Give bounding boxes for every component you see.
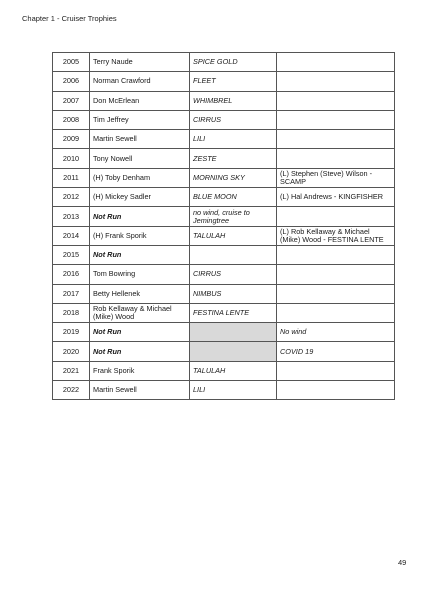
table-row bbox=[53, 149, 395, 168]
year-cell: 2007 bbox=[53, 91, 90, 110]
note-cell bbox=[277, 53, 395, 72]
chapter-header: Chapter 1 - Cruiser Trophies bbox=[22, 14, 117, 23]
winner-cell: Don McErlean bbox=[90, 91, 190, 110]
table-row bbox=[53, 168, 395, 187]
note-cell bbox=[277, 149, 395, 168]
year-cell: 2015 bbox=[53, 245, 90, 264]
year-cell: 2020 bbox=[53, 342, 90, 361]
boat-cell: TALULAH bbox=[190, 361, 277, 380]
boat-cell: CIRRUS bbox=[190, 265, 277, 284]
table-row bbox=[53, 72, 395, 91]
winner-cell: Tom Bowring bbox=[90, 265, 190, 284]
note-cell bbox=[277, 245, 395, 264]
cruiser-trophy-table bbox=[52, 52, 395, 400]
winner-cell: Tony Nowell bbox=[90, 149, 190, 168]
year-cell: 2013 bbox=[53, 207, 90, 226]
winner-cell: Not Run bbox=[90, 245, 190, 264]
winner-cell: Not Run bbox=[90, 342, 190, 361]
year-cell: 2012 bbox=[53, 188, 90, 207]
boat-cell: WHIMBREL bbox=[190, 91, 277, 110]
note-cell bbox=[277, 91, 395, 110]
year-cell: 2019 bbox=[53, 323, 90, 342]
year-cell: 2014 bbox=[53, 226, 90, 245]
year-cell: 2008 bbox=[53, 110, 90, 129]
winner-cell: Terry Naude bbox=[90, 53, 190, 72]
note-cell: (L) Hal Andrews - KINGFISHER bbox=[277, 188, 395, 207]
table-row bbox=[53, 284, 395, 303]
winner-cell: Frank Sporik bbox=[90, 361, 190, 380]
winner-cell: Martin Sewell bbox=[90, 130, 190, 149]
boat-cell: LILI bbox=[190, 381, 277, 400]
note-cell bbox=[277, 110, 395, 129]
boat-cell: ZESTE bbox=[190, 149, 277, 168]
year-cell: 2006 bbox=[53, 72, 90, 91]
boat-cell: BLUE MOON bbox=[190, 188, 277, 207]
table-row bbox=[53, 110, 395, 129]
boat-cell bbox=[190, 323, 277, 342]
year-cell: 2021 bbox=[53, 361, 90, 380]
table-row bbox=[53, 303, 395, 322]
boat-cell bbox=[190, 342, 277, 361]
winner-cell: (H) Toby Denham bbox=[90, 168, 190, 187]
note-cell: (L) Stephen (Steve) Wilson - SCAMP bbox=[277, 168, 395, 187]
note-cell bbox=[277, 265, 395, 284]
table-row bbox=[53, 207, 395, 226]
year-cell: 2017 bbox=[53, 284, 90, 303]
winner-cell: Not Run bbox=[90, 207, 190, 226]
winner-cell: Rob Kellaway & Michael (Mike) Wood bbox=[90, 303, 190, 322]
boat-cell: LILI bbox=[190, 130, 277, 149]
table-row bbox=[53, 245, 395, 264]
note-cell bbox=[277, 207, 395, 226]
table-row bbox=[53, 361, 395, 380]
note-cell bbox=[277, 72, 395, 91]
winner-cell: (H) Mickey Sadler bbox=[90, 188, 190, 207]
year-cell: 2018 bbox=[53, 303, 90, 322]
table-row bbox=[53, 323, 395, 342]
boat-cell: CIRRUS bbox=[190, 110, 277, 129]
year-cell: 2011 bbox=[53, 168, 90, 187]
table-row bbox=[53, 265, 395, 284]
year-cell: 2009 bbox=[53, 130, 90, 149]
year-cell: 2016 bbox=[53, 265, 90, 284]
winner-cell: Norman Crawford bbox=[90, 72, 190, 91]
winner-cell: Betty Hellenek bbox=[90, 284, 190, 303]
note-cell bbox=[277, 284, 395, 303]
table-row bbox=[53, 188, 395, 207]
note-cell bbox=[277, 381, 395, 400]
year-cell: 2010 bbox=[53, 149, 90, 168]
note-cell bbox=[277, 130, 395, 149]
table-row bbox=[53, 342, 395, 361]
note-cell: No wind bbox=[277, 323, 395, 342]
table-row bbox=[53, 381, 395, 400]
boat-cell: SPICE GOLD bbox=[190, 53, 277, 72]
year-cell: 2022 bbox=[53, 381, 90, 400]
boat-cell bbox=[190, 245, 277, 264]
note-cell: COVID 19 bbox=[277, 342, 395, 361]
boat-cell: FESTINA LENTE bbox=[190, 303, 277, 322]
table-row bbox=[53, 91, 395, 110]
table-row bbox=[53, 53, 395, 72]
winner-cell: Tim Jeffrey bbox=[90, 110, 190, 129]
table-row bbox=[53, 130, 395, 149]
winner-cell: Martin Sewell bbox=[90, 381, 190, 400]
year-cell: 2005 bbox=[53, 53, 90, 72]
boat-cell: TALULAH bbox=[190, 226, 277, 245]
boat-cell: NIMBUS bbox=[190, 284, 277, 303]
table-row bbox=[53, 226, 395, 245]
note-cell bbox=[277, 303, 395, 322]
boat-cell: FLEET bbox=[190, 72, 277, 91]
winner-cell: Not Run bbox=[90, 323, 190, 342]
boat-cell: no wind, cruise to Jemingtree bbox=[190, 207, 277, 226]
boat-cell: MORNING SKY bbox=[190, 168, 277, 187]
note-cell bbox=[277, 361, 395, 380]
winner-cell: (H) Frank Sporik bbox=[90, 226, 190, 245]
page-number: 49 bbox=[398, 558, 407, 567]
note-cell: (L) Rob Kellaway & Michael (Mike) Wood - FESTINA LENTE bbox=[277, 226, 395, 245]
